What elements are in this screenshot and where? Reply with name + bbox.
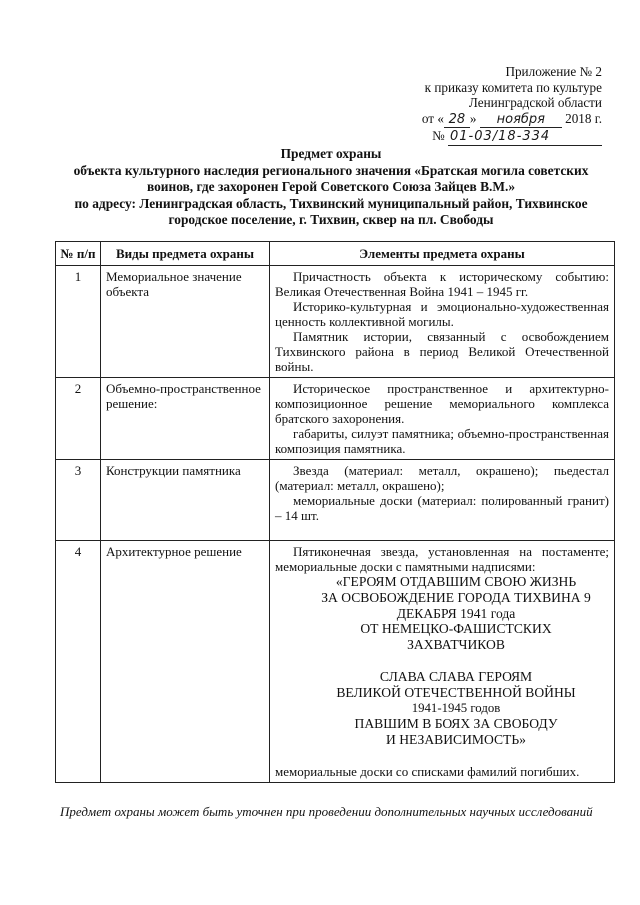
appendix-line-1: Приложение № 2 [505,64,602,79]
row-elements [270,541,615,783]
inscription-line: ЗАХВАТЧИКОВ [407,637,505,653]
inscription-line: ВЕЛИКОЙ ОТЕЧЕСТВЕННОЙ ВОЙНЫ [336,684,576,700]
column-header-kind: Виды предмета охраны [101,242,270,266]
element-text: Звезда (материал: металл, окрашено); пьедестал (материал: металл, окрашено); [275,463,609,493]
table-row [56,541,615,783]
handwritten-day: 28 [444,112,470,129]
date-prefix: от « [421,110,444,126]
element-text: габариты, силуэт памятника; объемно-пространственная композиция памятника. [275,426,609,456]
appendix-line-2: к приказу комитета по культуре [424,79,602,95]
inscription-block-1 [303,574,609,653]
row-kind: Архитектурное решение [101,541,270,783]
footnote: Предмет охраны может быть уточнен при проведении дополнительных научных исследований [60,804,593,819]
heading-line-3: воинов, где захоронен Герой Советского Союза Зайцев В.М.» [146,179,516,195]
document-heading [40,146,622,228]
inscription-line: 1941-1945 годов [411,700,501,715]
row-elements [270,378,615,460]
table-row [56,460,615,541]
inscription-line: ДЕКАБРЯ 1941 года [396,605,516,621]
heading-line-4: по адресу: Ленинградская область, Тихвинский муниципальный район, Тихвинское [74,195,588,211]
protection-table [55,241,615,783]
table-row [56,266,615,378]
inscription-block-2 [303,669,609,748]
appendix-date-line [362,111,602,129]
column-header-number: № п/п [56,242,101,266]
inscription-line: ЗА ОСВОБОЖДЕНИЕ ГОРОДА ТИХВИНА 9 [321,589,591,605]
element-text: Причастность объекта к историческому событию: Великая Отечественная Война 1941 – 1945 гг. [275,269,609,299]
row-elements [270,460,615,541]
date-year: 2018 г. [565,110,602,126]
heading-line-2: объекта культурного наследия регионального значения «Братская могила советских [73,163,589,179]
row-kind: Конструкции памятника [101,460,270,541]
handwritten-number: 01-03/18-334 [448,129,602,146]
element-outro: мемориальные доски со списками фамилий погибших. [275,763,580,779]
row-number: 4 [56,541,101,783]
table-header-row [56,242,615,266]
appendix-line-3: Ленинградской области [468,95,602,111]
element-text: Историческое пространственное и архитектурно-композиционное решение мемориального комплекса братского захоронения. [275,381,609,426]
appendix-number-line [362,128,602,146]
inscription-line: И НЕЗАВИСИМОСТЬ» [386,732,526,748]
date-mid: » [469,110,477,126]
row-kind: Объемно-пространственное решение: [101,378,270,460]
element-text: Историко-культурная и эмоционально-художественная ценность коллективной могилы. [275,299,609,329]
document-title: Предмет охраны [280,146,382,161]
row-number: 2 [56,378,101,460]
handwritten-month: ноября [480,112,562,129]
table-row [56,378,615,460]
row-kind: Мемориальное значение объекта [101,266,270,378]
heading-line-5: городское поселение, г. Тихвин, сквер на пл. Свободы [168,211,494,227]
appendix-block [362,64,602,146]
element-text: Памятник истории, связанный с освобождением Тихвинского района в период Великой Отечественной войны. [275,329,609,374]
number-prefix: № [432,128,445,144]
element-intro: Пятиконечная звезда, установленная на постаменте; мемориальные доски с памятными надписями: [275,544,609,574]
row-elements [270,266,615,378]
element-text: мемориальные доски (материал: полированный гранит) – 14 шт. [275,493,609,523]
inscription-line: ОТ НЕМЕЦКО-ФАШИСТСКИХ [360,621,552,637]
inscription-line: СЛАВА СЛАВА ГЕРОЯМ [379,668,533,684]
column-header-elements: Элементы предмета охраны [270,242,615,266]
row-number: 1 [56,266,101,378]
inscription-line: «ГЕРОЯМ ОТДАВШИМ СВОЮ ЖИЗНЬ [335,574,577,589]
row-number: 3 [56,460,101,541]
inscription-line: ПАВШИМ В БОЯХ ЗА СВОБОДУ [354,716,558,732]
